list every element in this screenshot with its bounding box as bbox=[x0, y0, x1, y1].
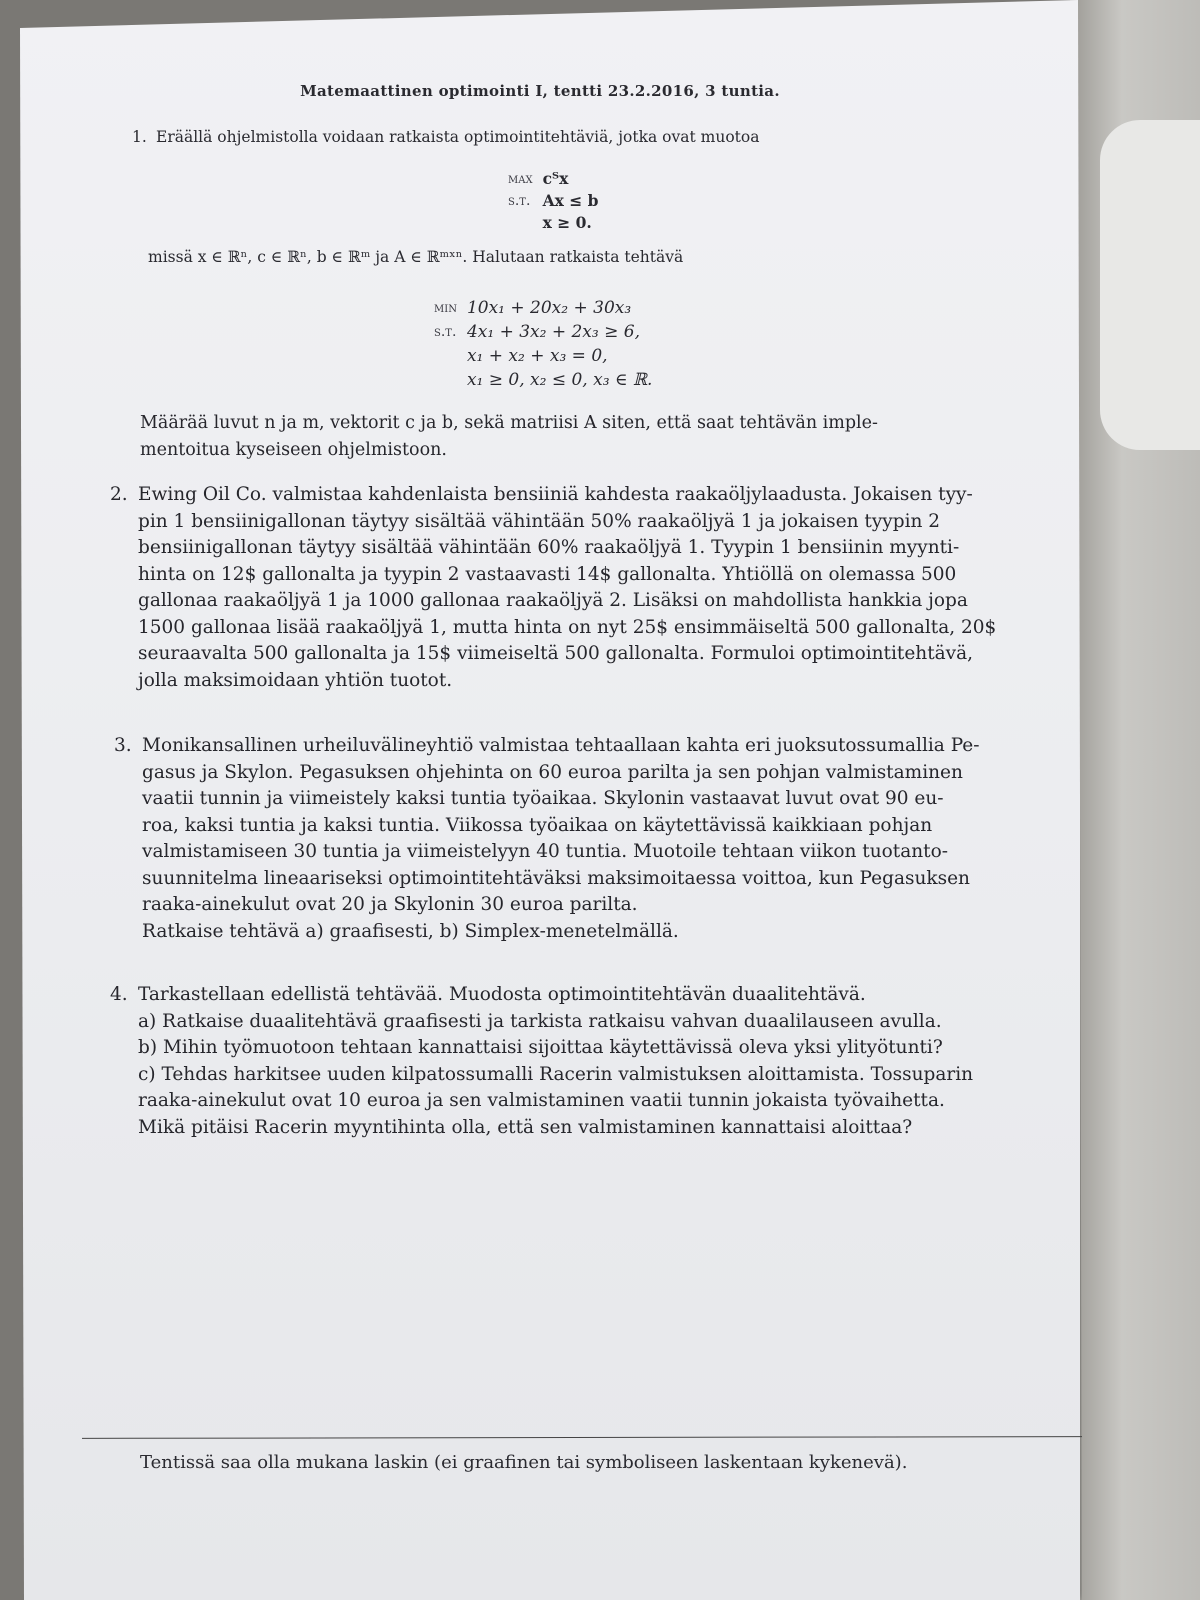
problem-label bbox=[434, 344, 467, 368]
text-line: a) Ratkaise duaalitehtävä graafisesti ja tarkista ratkaisu vahvan duaalilauseen avulla. bbox=[138, 1010, 942, 1032]
q1-standard-form bbox=[508, 168, 608, 234]
text-line: Monikansallinen urheiluvälineyhtiö valmistaa tehtaallaan kahta eri juoksutossumallia Pe- bbox=[142, 735, 980, 756]
footer-note: Tentissä saa olla mukana laskin (ei graafinen tai symboliseen laskentaan kykenevä). bbox=[140, 1452, 908, 1473]
q1-intro-line bbox=[132, 126, 759, 148]
text-line: gallonaa raakaöljyä 1 ja 1000 gallonaa raakaöljyä 2. Lisäksi on mahdollista hankkia jopa bbox=[138, 590, 968, 611]
text-line: seuraavalta 500 gallonalta ja 15$ viimeiseltä 500 gallonalta. Formuloi optimointitehtävä, bbox=[138, 643, 974, 664]
exam-title: Matemaattinen optimointi I, tentti 23.2.2016, 3 tuntia. bbox=[300, 82, 780, 100]
problem-expr: x₁ + x₂ + x₃ = 0, bbox=[466, 346, 608, 366]
std-form-label bbox=[508, 212, 543, 234]
text-line: Määrää luvut n ja m, vektorit c ja b, sekä matriisi A siten, että saat tehtävän imple- bbox=[140, 413, 878, 433]
std-form-expr: cᵀx bbox=[542, 169, 569, 188]
q1-problem bbox=[434, 296, 662, 392]
problem-expr: x₁ ≥ 0, x₂ ≤ 0, x₃ ∈ ℝ. bbox=[466, 370, 653, 390]
q1-number: 1. bbox=[132, 128, 147, 146]
problem-expr: 4x₁ + 3x₂ + 2x₃ ≥ 6, bbox=[466, 322, 640, 342]
text-line: pin 1 bensiinigallonan täytyy sisältää vähintään 50% raakaöljyä 1 ja jokaisen tyypin 2 bbox=[138, 510, 941, 532]
text-line: Ewing Oil Co. valmistaa kahdenlaista bensiiniä kahdesta raakaöljylaadusta. Jokaisen tyy- bbox=[138, 484, 973, 505]
text-line: Tarkastellaan edellistä tehtävää. Muodosta optimointitehtävän duaalitehtävä. bbox=[138, 984, 866, 1005]
text-line: vaatii tunnin ja viimeistely kaksi tuntia työaikaa. Skylonin vastaavat luvut ovat 90 eu- bbox=[142, 788, 944, 809]
std-form-expr: x ≥ 0. bbox=[542, 213, 592, 232]
text-line: mentoitua kyseiseen ohjelmistoon. bbox=[140, 439, 447, 460]
q1-intro: Eräällä ohjelmistolla voidaan ratkaista optimointitehtäviä, jotka ovat muotoa bbox=[156, 128, 760, 146]
background-object bbox=[1100, 120, 1200, 450]
text-line: suunnitelma lineaariseksi optimointitehtäväksi maksimoitaessa voittoa, kun Pegasuksen bbox=[142, 867, 970, 889]
q4-number: 4. bbox=[110, 984, 128, 1005]
text-line: Mikä pitäisi Racerin myyntihinta olla, että sen valmistaminen kannattaisi aloittaa? bbox=[138, 1116, 913, 1138]
text-line: roa, kaksi tuntia ja kaksi tuntia. Viikossa työaikaa on käytettävissä kaikkiaan pohjan bbox=[142, 814, 933, 836]
problem-label: s.t. bbox=[434, 324, 457, 340]
text-line: bensiinigallonan täytyy sisältää vähintään 60% raakaöljyä 1. Tyypin 1 bensiinin myynti- bbox=[138, 537, 960, 558]
text-line: valmistamiseen 30 tuntia ja viimeistelyyn 40 tuntia. Muotoile tehtaan viikon tuotanto- bbox=[142, 841, 948, 862]
q2-number: 2. bbox=[110, 484, 128, 505]
q3-block bbox=[114, 733, 980, 945]
q2-block bbox=[110, 482, 996, 694]
std-form-expr: Ax ≤ b bbox=[542, 191, 599, 210]
text-line: raaka-ainekulut ovat 10 euroa ja sen valmistaminen vaatii tunnin jokaista työvaihetta. bbox=[138, 1090, 945, 1111]
problem-expr: 10x₁ + 20x₂ + 30x₃ bbox=[466, 298, 632, 318]
text-line: c) Tehdas harkitsee uuden kilpatossumalli Racerin valmistuksen aloittamista. Tossuparin bbox=[138, 1063, 974, 1085]
text-line: 1500 gallonaa lisää raakaöljyä 1, mutta hinta on nyt 25$ ensimmäiseltä 500 gallonalta, 20$ bbox=[138, 616, 997, 638]
text-line: gasus ja Skylon. Pegasuksen ohjehinta on 60 euroa parilta ja sen pohjan valmistaminen bbox=[142, 761, 963, 783]
q1-task bbox=[140, 410, 878, 463]
text-line: jolla maksimoidaan yhtiön tuotot. bbox=[138, 669, 453, 691]
text-line: Ratkaise tehtävä a) graafisesti, b) Simplex-menetelmällä. bbox=[142, 920, 679, 942]
text-line: raaka-ainekulut ovat 20 ja Skylonin 30 euroa parilta. bbox=[142, 894, 638, 915]
std-form-label: max bbox=[508, 171, 533, 187]
q3-number: 3. bbox=[114, 735, 132, 756]
std-form-label: s.t. bbox=[508, 193, 531, 209]
text-line: b) Mihin työmuotoon tehtaan kannattaisi sijoittaa käytettävissä oleva yksi ylityötunti? bbox=[138, 1037, 943, 1058]
q1-where: missä x ∈ ℝⁿ, c ∈ ℝⁿ, b ∈ ℝᵐ ja A ∈ ℝᵐˣⁿ. Halutaan ratkaista tehtävä bbox=[148, 248, 684, 266]
text-line: hinta on 12$ gallonalta ja tyypin 2 vastaavasti 14$ gallonalta. Yhtiöllä on olemassa 500 bbox=[138, 563, 957, 585]
problem-label bbox=[434, 368, 467, 392]
problem-label: min bbox=[434, 300, 457, 316]
q4-block bbox=[110, 982, 973, 1141]
